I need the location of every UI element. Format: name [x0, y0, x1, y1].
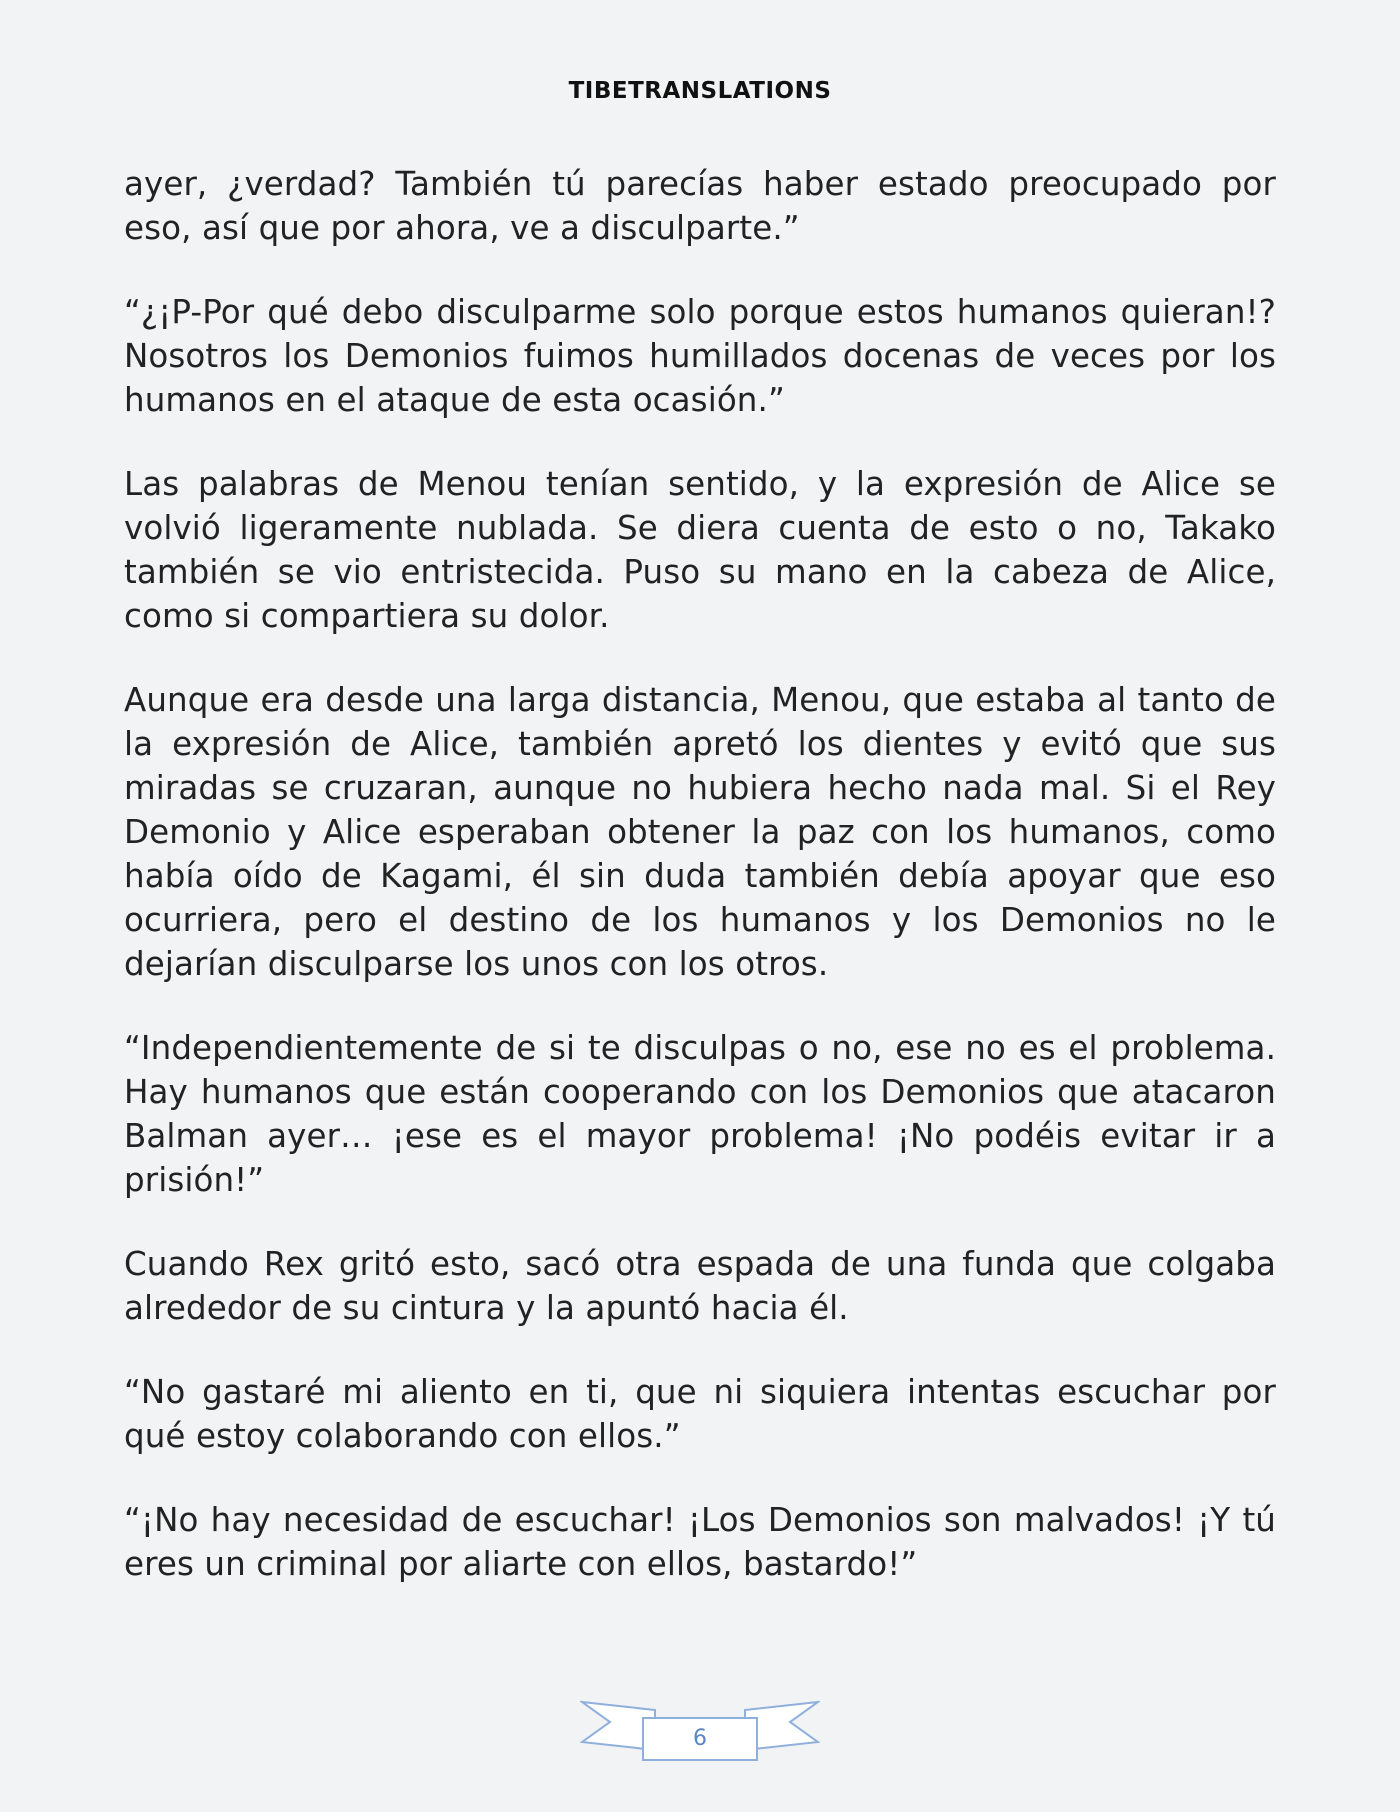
page-header-title: TIBETRANSLATIONS — [568, 78, 832, 104]
paragraph-8: “¡No hay necesidad de escuchar! ¡Los Demonios son malvados! ¡Y tú eres un criminal por aliarte con ellos, bastardo!” — [124, 1501, 1276, 1583]
paragraph-4: Aunque era desde una larga distancia, Menou, que estaba al tanto de la expresión de Alice, también apretó los dientes y evitó que sus miradas se cruzaran, aunque no hubiera hecho nada mal. Si el Rey Demonio y Alice esperaban obtener la paz con los humanos, como había oído de Kagami, él sin duda también debía apoyar que eso ocurriera, pero el destino de los humanos y los Demonios no le dejarían disculparse los unos con los otros. — [124, 681, 1276, 983]
paragraph-3: Las palabras de Menou tenían sentido, y la expresión de Alice se volvió ligeramente nublada. Se diera cuenta de esto o no, Takako también se vio entristecida. Puso su mano en la cabeza de Alice, como si compartiera su dolor. — [124, 465, 1276, 635]
paragraph-1: ayer, ¿verdad? También tú parecías haber estado preocupado por eso, así que por ahora, ve a disculparte.” — [124, 165, 1276, 247]
paragraph-2: “¿¡P-Por qué debo disculparme solo porque estos humanos quieran!? Nosotros los Demonios fuimos humillados docenas de veces por los humanos en el ataque de esta ocasión.” — [124, 293, 1276, 419]
paragraph-6: Cuando Rex gritó esto, sacó otra espada de una funda que colgaba alrededor de su cintura y la apuntó hacia él. — [124, 1245, 1276, 1327]
paragraph-7: “No gastaré mi aliento en ti, que ni siquiera intentas escuchar por qué estoy colaborando con ellos.” — [124, 1373, 1276, 1455]
page-number: 6 — [693, 1726, 707, 1751]
body-text — [124, 162, 1276, 1626]
paragraph-5: “Independientemente de si te disculpas o no, ese no es el problema. Hay humanos que están cooperando con los Demonios que atacaron Balman ayer… ¡ese es el mayor problema! ¡No podéis evitar ir a prisión!” — [124, 1029, 1276, 1199]
